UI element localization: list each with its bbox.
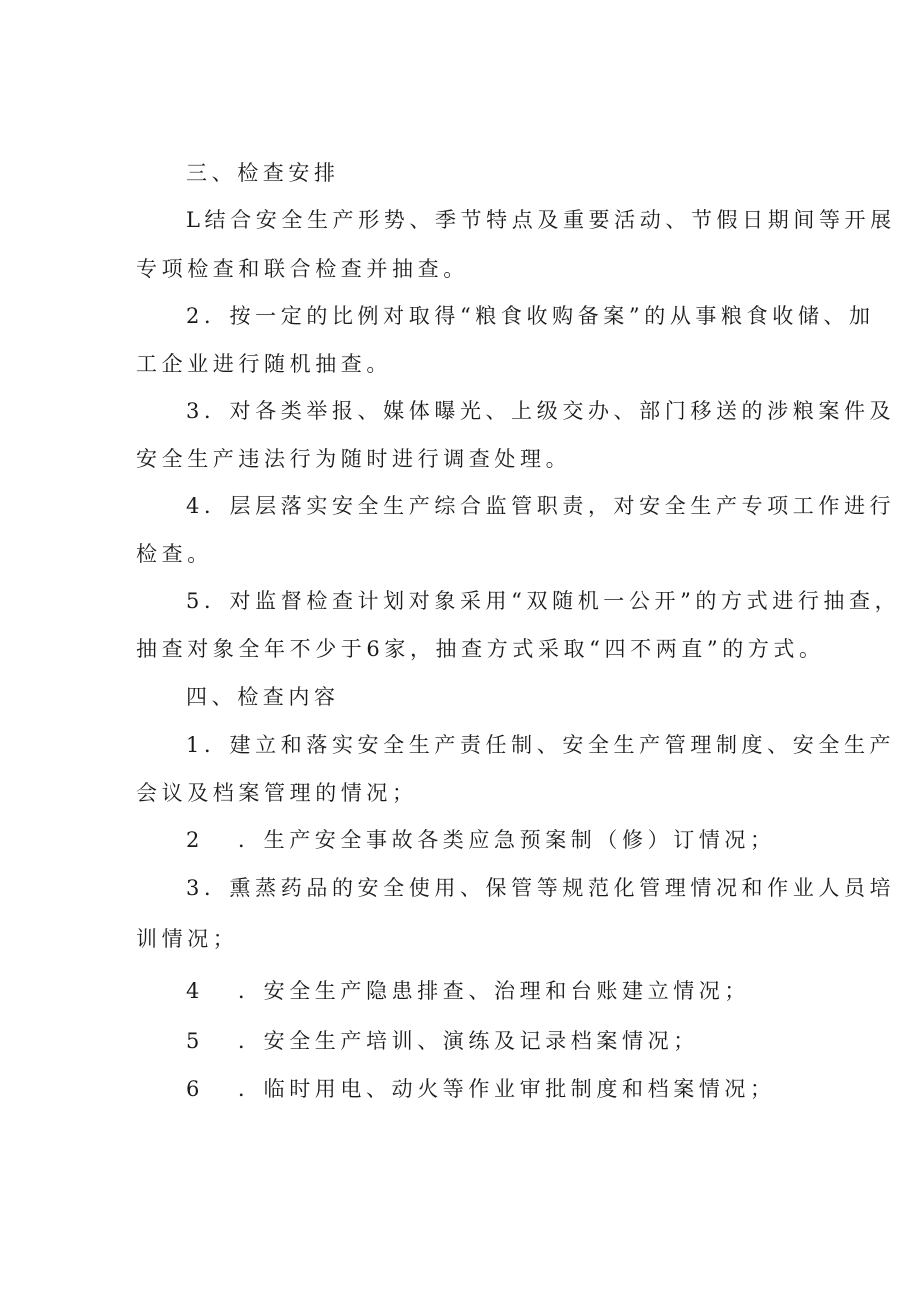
section-heading: 四、检查内容 xyxy=(186,685,340,709)
paragraph-line: 1．建立和落实安全生产责任制、安全生产管理制度、安全生产 xyxy=(186,733,896,757)
list-item xyxy=(186,977,750,1005)
paragraph-line: 训情况； xyxy=(136,927,239,951)
paragraph-line: 3．熏蒸药品的安全使用、保管等规范化管理情况和作业人员培 xyxy=(186,876,896,900)
list-item xyxy=(186,1075,776,1103)
paragraph-line: 4．层层落实安全生产综合监管职责，对安全生产专项工作进行 xyxy=(186,494,896,518)
paragraph-line: 会议及档案管理的情况； xyxy=(136,781,418,805)
list-number: 4 xyxy=(186,979,204,1003)
list-text: ．安全生产隐患排查、治理和台账建立情况； xyxy=(238,979,750,1003)
list-item xyxy=(186,1027,699,1055)
section-heading: 三、检查安排 xyxy=(186,161,340,185)
paragraph-line: 工企业进行随机抽查。 xyxy=(136,352,392,376)
paragraph-line: 3．对各类举报、媒体曝光、上级交办、部门移送的涉粮案件及 xyxy=(186,399,896,423)
list-text: ．安全生产培训、演练及记录档案情况； xyxy=(238,1029,699,1053)
paragraph-line: 检查。 xyxy=(136,542,213,566)
paragraph-line: 专项检查和联合检查并抽查。 xyxy=(136,257,469,281)
paragraph-line: 安全生产违法行为随时进行调查处理。 xyxy=(136,447,572,471)
list-text: ．临时用电、动火等作业审批制度和档案情况； xyxy=(238,1077,776,1101)
list-text: ．生产安全事故各类应急预案制（修）订情况； xyxy=(238,828,776,852)
paragraph-line: 2．按一定的比例对取得“粮食收购备案”的从事粮食收储、加 xyxy=(186,304,875,328)
paragraph-line: L结合安全生产形势、季节特点及重要活动、节假日期间等开展 xyxy=(186,208,896,232)
list-number: 2 xyxy=(186,828,204,852)
paragraph-line: 抽查对象全年不少于6家，抽查方式采取“四不两直”的方式。 xyxy=(136,637,825,661)
paragraph-line: 5．对监督检查计划对象采用“双随机一公开”的方式进行抽查， xyxy=(186,589,901,613)
list-number: 5 xyxy=(186,1029,204,1053)
list-number: 6 xyxy=(186,1077,204,1101)
list-item xyxy=(186,826,776,854)
